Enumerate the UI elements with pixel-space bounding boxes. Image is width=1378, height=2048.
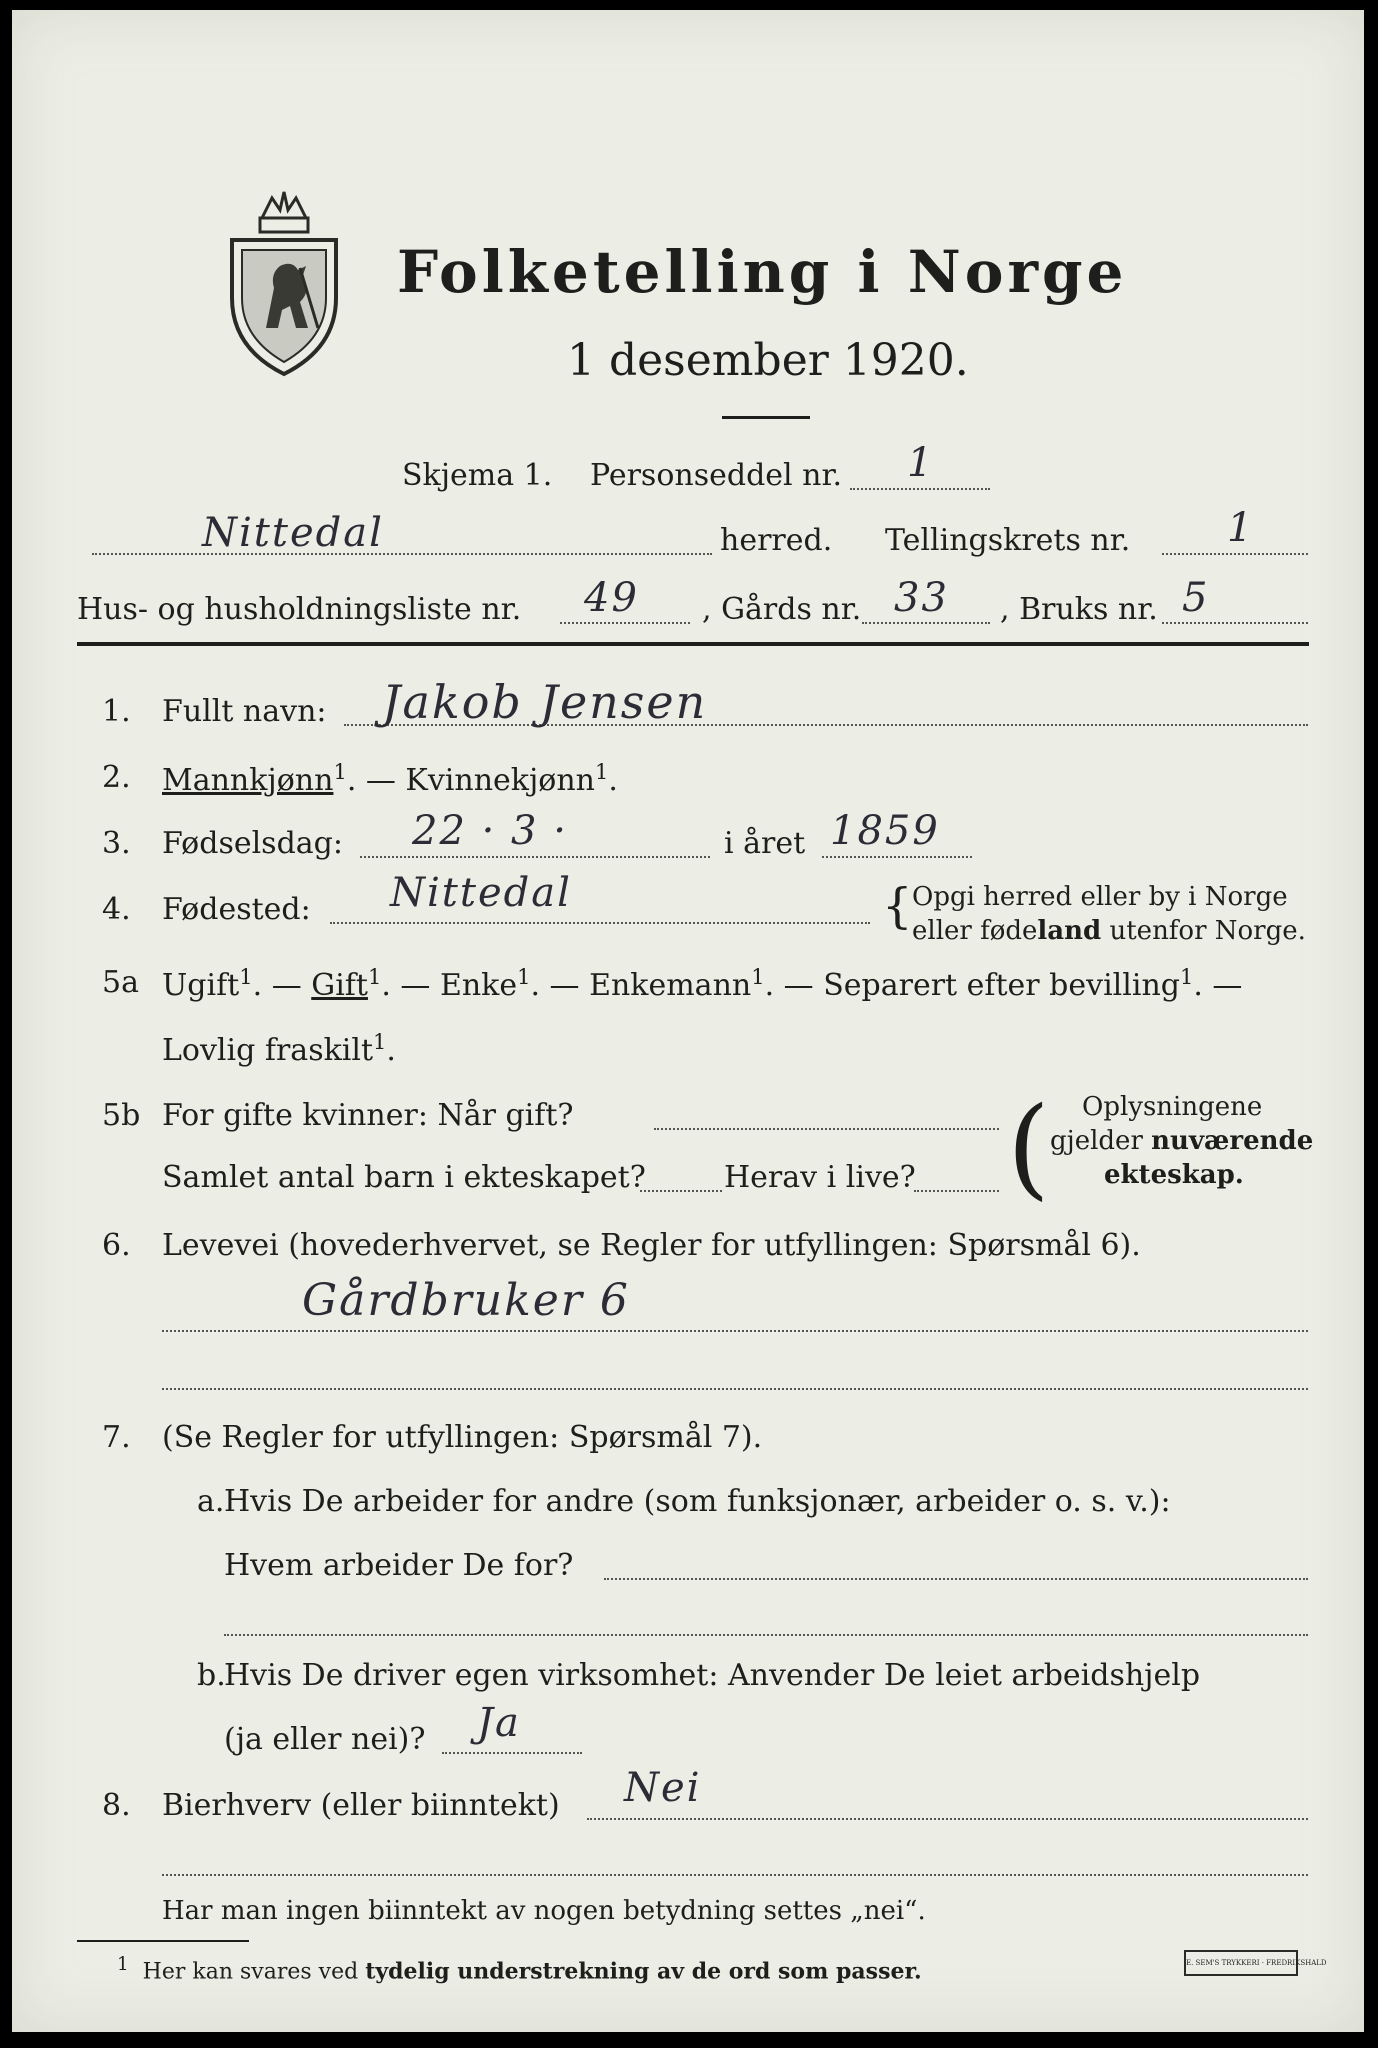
form-title: Folketelling i Norge [397, 238, 1128, 306]
aaret-line [822, 856, 972, 858]
personseddel-line [850, 488, 990, 490]
hus-value[interactable]: 49 [584, 575, 639, 621]
footnote: $^1$ Her kan svares ved tydelig understrekning av de ord som passer. [117, 1954, 922, 1985]
q5b-line [654, 1128, 999, 1130]
bruks-value[interactable]: 5 [1182, 575, 1210, 621]
q8-line1 [587, 1818, 1308, 1820]
title-divider [722, 416, 810, 419]
q5b-brace: ( [1007, 1083, 1050, 1211]
live-label: Herav i live? [724, 1160, 916, 1195]
footnote-divider [77, 1940, 249, 1942]
gards-value[interactable]: 33 [894, 575, 949, 621]
tellingskrets-line [1162, 553, 1308, 555]
bruks-label: , Bruks nr. [1000, 592, 1158, 627]
census-form [12, 10, 1364, 2032]
barn-label: Samlet antal barn i ekteskapet? [162, 1160, 646, 1195]
q1-number: 1. [102, 694, 131, 729]
q8-value[interactable]: Nei [624, 1765, 702, 1811]
q8-line2 [162, 1874, 1308, 1876]
q5b-label: For gifte kvinner: Når gift? [162, 1098, 574, 1133]
live-line [914, 1190, 999, 1192]
birth-year-value[interactable]: 1859 [830, 808, 940, 854]
printer-stamp: E. SEM'S TRYKKERI · FREDRIKSHALD [1184, 1950, 1298, 1976]
q7b-question: (ja eller nei)? [224, 1722, 426, 1757]
option-fraskilt[interactable]: Lovlig fraskilt [162, 1033, 374, 1068]
q3-line [360, 856, 710, 858]
q6-label: Levevei (hovederhvervet, se Regler for utfyllingen: Spørsmål 6). [162, 1228, 1141, 1263]
q7a-question: Hvem arbeider De for? [224, 1548, 574, 1583]
hus-label: Hus- og husholdningsliste nr. [77, 592, 522, 627]
tellingskrets-label: Tellingskrets nr. [885, 523, 1131, 558]
option-ugift[interactable]: Ugift [162, 968, 240, 1003]
q2-number: 2. [102, 760, 131, 795]
q7-number: 7. [102, 1420, 131, 1455]
q5a-options: Ugift$^1$. — Gift$^1$. — Enke$^1$. — Enkemann$^1$. — Separert efter bevilling$^1$. — [162, 965, 1243, 1003]
footer-note: Har man ingen biinntekt av nogen betydning settes „nei“. [162, 1896, 926, 1926]
herred-value[interactable]: Nittedal [202, 510, 384, 556]
q4-label: Fødested: [162, 892, 311, 927]
barn-line [640, 1190, 722, 1192]
q5b-number: 5b [102, 1098, 141, 1133]
q4-note-line2: eller fødeland utenfor Norge. [912, 916, 1306, 946]
hus-line [560, 622, 690, 624]
tellingskrets-value[interactable]: 1 [1227, 505, 1255, 551]
option-kvinnekjonn[interactable]: Kvinnekjønn [405, 763, 595, 798]
aaret-label: i året [724, 826, 806, 861]
q7a-text: Hvis De arbeider for andre (som funksjonær, arbeider o. s. v.): [224, 1484, 1171, 1519]
q6-number: 6. [102, 1228, 131, 1263]
bruks-line [1162, 622, 1308, 624]
q7-label: (Se Regler for utfyllingen: Spørsmål 7). [162, 1420, 763, 1455]
q7b-text: Hvis De driver egen virksomhet: Anvender De leiet arbeidshjelp [224, 1658, 1201, 1693]
q5a-options-line2: Lovlig fraskilt$^1$. [162, 1030, 396, 1068]
q2-options: Mannkjønn$^1$. — Kvinnekjønn$^1$. [162, 760, 618, 798]
q7b-line [442, 1752, 582, 1754]
q4-note-line1: Opgi herred eller by i Norge [912, 882, 1288, 912]
q4-brace: { [882, 878, 913, 934]
option-gift[interactable]: Gift [311, 968, 368, 1003]
q3-number: 3. [102, 826, 131, 861]
full-name-value[interactable]: Jakob Jensen [382, 675, 708, 729]
coat-of-arms-icon [222, 178, 346, 378]
header-divider [77, 642, 1309, 646]
herred-line [92, 553, 712, 555]
birthday-value[interactable]: 22 · 3 · [412, 808, 568, 854]
q4-line [330, 922, 870, 924]
q6-line1 [162, 1330, 1308, 1332]
q6-line2 [162, 1388, 1308, 1390]
q8-label: Bierhverv (eller biinntekt) [162, 1788, 560, 1823]
q7a-line2 [224, 1634, 1308, 1636]
birthplace-value[interactable]: Nittedal [390, 870, 572, 916]
herred-label: herred. [720, 523, 833, 558]
q7b-value[interactable]: Ja [477, 1700, 521, 1746]
q8-number: 8. [102, 1788, 131, 1823]
q4-number: 4. [102, 892, 131, 927]
q3-label: Fødselsdag: [162, 826, 343, 861]
q5a-number: 5a [102, 965, 139, 1000]
option-mannkjonn[interactable]: Mannkjønn [162, 763, 334, 798]
option-enkemann[interactable]: Enkemann [589, 968, 752, 1003]
q1-label: Fullt navn: [162, 694, 327, 729]
q7a-letter: a. [197, 1484, 225, 1519]
q5b-note-line3: ekteskap. [1104, 1160, 1244, 1190]
skjema-label: Skjema 1. [402, 458, 553, 493]
gards-label: , Gårds nr. [702, 592, 862, 627]
form-date: 1 desember 1920. [567, 335, 969, 386]
q7a-line1 [604, 1578, 1308, 1580]
personseddel-value[interactable]: 1 [907, 440, 935, 486]
q5b-note-line1: Oplysningene [1082, 1092, 1263, 1122]
gards-line [862, 622, 990, 624]
q5b-note-line2: gjelder nuværende [1050, 1126, 1314, 1156]
option-separert[interactable]: Separert efter bevilling [823, 968, 1180, 1003]
occupation-value[interactable]: Gårdbruker 6 [302, 1275, 630, 1326]
q7b-letter: b. [197, 1658, 226, 1693]
personseddel-label: Personseddel nr. [590, 458, 843, 493]
option-enke[interactable]: Enke [439, 968, 518, 1003]
